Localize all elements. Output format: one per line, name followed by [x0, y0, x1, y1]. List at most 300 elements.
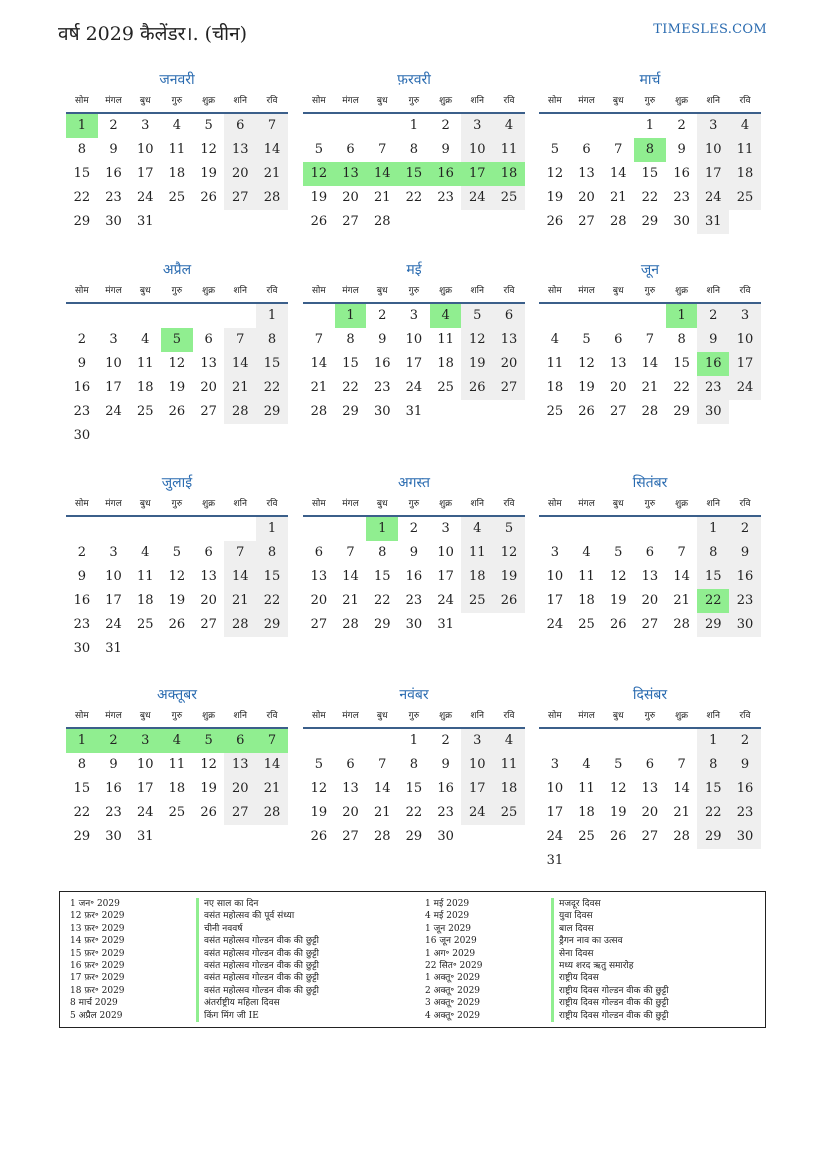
weekend-day: 7 — [224, 328, 256, 352]
weekend-day: 1 — [256, 304, 288, 328]
holiday-date: 22 सित॰ 2029 — [425, 960, 483, 971]
weekend-day: 14 — [224, 352, 256, 376]
weekday-header — [66, 280, 288, 304]
holiday-name: बाल दिवस — [551, 923, 594, 935]
day-cell: 27 — [641, 617, 659, 632]
holiday-date: 16 फ़र॰ 2029 — [70, 960, 125, 971]
day-cell: 15 — [673, 356, 690, 371]
day-cell: 4 — [172, 118, 182, 133]
weekday-label: शनि — [706, 286, 720, 296]
month-name: दिसंबर — [632, 687, 668, 703]
day-cell: 27 — [200, 404, 217, 419]
day-cell: 21 — [373, 190, 391, 205]
weekend-day: 21 — [256, 777, 288, 801]
weekend-day: 30 — [729, 613, 761, 637]
weekend-day: 3 — [461, 729, 493, 753]
day-cell: 13 — [342, 781, 359, 796]
day-cell: 27 — [200, 617, 217, 632]
weekend-day: 25 — [461, 589, 493, 613]
day-cell: 20 — [342, 805, 359, 820]
weekday-header — [539, 90, 761, 114]
weekend-day: 15 — [697, 777, 729, 801]
empty-day — [539, 517, 571, 541]
week-row — [303, 729, 525, 753]
weekday-label: शनि — [470, 499, 484, 509]
week-row — [303, 304, 525, 328]
weekday-label: शुक्र — [675, 711, 689, 721]
weekday-label: सोम — [311, 286, 326, 296]
day-cell: 3 — [441, 521, 450, 536]
weekend-day: 25 — [493, 186, 525, 210]
day-cell: 15 — [342, 356, 359, 371]
day-cell: 29 — [673, 404, 690, 419]
day-cell: 6 — [346, 142, 355, 157]
day-cell: 22 — [405, 805, 423, 820]
weekday-label: बुध — [376, 711, 388, 721]
day-cell: 23 — [673, 190, 690, 205]
week-row — [66, 304, 288, 328]
week-row — [66, 825, 288, 849]
month-calendar — [303, 70, 525, 234]
holiday-name: किंग मिंग जी IE — [196, 1010, 259, 1022]
day-cell: 29 — [342, 404, 359, 419]
day-cell: 3 — [409, 308, 419, 323]
weekend-day: 16 — [729, 777, 761, 801]
site-link[interactable]: TIMESLES.COM — [653, 22, 767, 37]
weekend-day: 10 — [461, 753, 493, 777]
week-row — [539, 517, 761, 541]
day-cell: 26 — [310, 829, 328, 844]
month-name: मार्च — [639, 72, 661, 88]
day-cell: 25 — [136, 617, 154, 632]
week-row — [539, 376, 761, 400]
holiday-date: 13 फ़र॰ 2029 — [70, 923, 125, 934]
day-cell: 9 — [378, 332, 387, 347]
weekend-day: 26 — [461, 376, 493, 400]
weekday-label: सोम — [311, 711, 326, 721]
weekend-day: 22 — [256, 376, 288, 400]
day-cell: 26 — [609, 617, 627, 632]
holiday-day: 18 — [493, 162, 525, 186]
holiday-row — [70, 910, 319, 922]
holiday-row — [425, 935, 669, 947]
day-cell: 25 — [168, 190, 186, 205]
day-cell: 7 — [346, 545, 355, 560]
weekend-day: 11 — [461, 541, 493, 565]
month-calendar — [66, 473, 288, 661]
empty-day — [224, 424, 256, 448]
holiday-row — [70, 960, 319, 972]
holiday-name: राष्ट्रीय दिवस गोल्डन वीक की छुट्टी — [551, 997, 669, 1009]
day-cell: 7 — [614, 142, 623, 157]
weekday-label: शुक्र — [202, 286, 216, 296]
weekend-day: 28 — [224, 613, 256, 637]
day-cell: 20 — [200, 593, 217, 608]
day-cell: 8 — [346, 332, 355, 347]
day-cell: 22 — [405, 190, 423, 205]
empty-day — [430, 400, 462, 424]
weekday-label: रवि — [266, 286, 278, 296]
day-cell: 13 — [310, 569, 328, 584]
empty-day — [697, 849, 729, 873]
holiday-date: 15 फ़र॰ 2029 — [70, 948, 125, 959]
weekend-day: 8 — [256, 328, 288, 352]
weekday-label: रवि — [266, 499, 278, 509]
day-cell: 15 — [73, 166, 91, 181]
day-cell: 18 — [136, 380, 154, 395]
day-cell: 3 — [550, 545, 559, 560]
day-cell: 28 — [342, 617, 359, 632]
day-cell: 12 — [200, 757, 217, 772]
day-cell: 20 — [578, 190, 595, 205]
empty-day — [430, 210, 462, 234]
day-cell: 11 — [437, 332, 454, 347]
week-row — [66, 114, 288, 138]
empty-day — [461, 825, 493, 849]
empty-day — [161, 517, 193, 541]
day-cell: 20 — [641, 593, 659, 608]
empty-day — [193, 424, 225, 448]
holiday-row — [425, 960, 669, 972]
day-cell: 13 — [609, 356, 627, 371]
weekday-label: मंगल — [578, 499, 595, 509]
holiday-day: 3 — [129, 729, 161, 753]
day-cell: 29 — [73, 829, 91, 844]
weekday-label: शनि — [706, 499, 720, 509]
weekday-label: रवि — [503, 711, 515, 721]
empty-day — [129, 304, 161, 328]
weekend-day: 17 — [461, 777, 493, 801]
weekday-label: सोम — [74, 286, 89, 296]
empty-day — [256, 424, 288, 448]
day-cell: 14 — [310, 356, 328, 371]
day-cell: 18 — [168, 781, 186, 796]
day-cell: 20 — [641, 805, 659, 820]
day-cell: 21 — [310, 380, 328, 395]
holiday-date: 1 अक्तू॰ 2029 — [425, 973, 481, 984]
weekend-day: 3 — [461, 114, 493, 138]
weekday-label: गुरु — [644, 96, 656, 106]
week-row — [303, 613, 525, 637]
holiday-day: 5 — [193, 729, 225, 753]
weekend-day: 25 — [729, 186, 761, 210]
weekend-day: 3 — [697, 114, 729, 138]
holiday-date: 1 मई 2029 — [425, 899, 470, 909]
weekend-day: 9 — [729, 753, 761, 777]
empty-day — [224, 304, 256, 328]
weekend-day: 26 — [493, 589, 525, 613]
day-cell: 31 — [105, 641, 122, 656]
month-name: सितंबर — [632, 475, 668, 491]
holiday-date: 3 अक्तू॰ 2029 — [425, 998, 481, 1009]
week-row — [66, 517, 288, 541]
day-cell: 11 — [136, 356, 154, 371]
day-cell: 30 — [73, 428, 91, 443]
week-row — [66, 162, 288, 186]
holiday-date: 14 फ़र॰ 2029 — [70, 936, 125, 947]
holiday-column-left — [70, 898, 319, 1022]
month-calendar — [66, 70, 288, 234]
empty-day — [571, 849, 603, 873]
weekend-day: 12 — [493, 541, 525, 565]
holiday-day: 1 — [366, 517, 398, 541]
day-cell: 27 — [342, 214, 359, 229]
day-cell: 16 — [105, 166, 122, 181]
day-cell: 9 — [677, 142, 686, 157]
week-row — [66, 565, 288, 589]
day-cell: 27 — [342, 829, 359, 844]
day-cell: 3 — [550, 757, 559, 772]
day-cell: 22 — [641, 190, 659, 205]
weekday-label: शुक्र — [202, 499, 216, 509]
weekday-label: रवि — [739, 499, 751, 509]
weekday-label: शनि — [470, 286, 484, 296]
day-cell: 23 — [437, 190, 454, 205]
weekend-day: 4 — [493, 729, 525, 753]
week-row — [303, 328, 525, 352]
day-cell: 17 — [405, 356, 423, 371]
month-calendar — [539, 473, 761, 637]
day-cell: 11 — [578, 569, 595, 584]
empty-day — [571, 304, 603, 328]
week-row — [303, 400, 525, 424]
weekday-label: शनि — [470, 711, 484, 721]
weekday-label: शनि — [706, 711, 720, 721]
holiday-name: सेना दिवस — [551, 948, 593, 960]
holiday-day: 17 — [461, 162, 493, 186]
day-cell: 21 — [373, 805, 391, 820]
week-row — [303, 186, 525, 210]
week-row — [303, 352, 525, 376]
weekday-label: गुरु — [171, 286, 183, 296]
week-row — [539, 729, 761, 753]
holiday-date: 1 अग॰ 2029 — [425, 948, 476, 959]
empty-day — [571, 517, 603, 541]
day-cell: 4 — [141, 332, 150, 347]
weekend-day: 28 — [224, 400, 256, 424]
weekday-label: सोम — [547, 499, 562, 509]
empty-day — [666, 849, 698, 873]
day-cell: 4 — [141, 545, 150, 560]
weekday-label: सोम — [74, 499, 89, 509]
weekend-day: 29 — [697, 613, 729, 637]
weekday-label: शुक्र — [202, 96, 216, 106]
empty-day — [224, 825, 256, 849]
day-cell: 19 — [200, 166, 217, 181]
empty-day — [602, 849, 634, 873]
empty-day — [366, 729, 398, 753]
weekend-day: 28 — [256, 801, 288, 825]
month-calendar — [539, 70, 761, 234]
holiday-row — [425, 898, 669, 910]
week-row — [303, 825, 525, 849]
holiday-day: 4 — [430, 304, 462, 328]
day-cell: 14 — [373, 781, 391, 796]
day-cell: 22 — [673, 380, 690, 395]
holiday-row — [70, 997, 319, 1009]
holiday-day: 8 — [634, 138, 666, 162]
empty-day — [602, 114, 634, 138]
day-cell: 30 — [437, 829, 454, 844]
weekend-day: 1 — [697, 729, 729, 753]
day-cell: 11 — [136, 569, 154, 584]
day-cell: 31 — [405, 404, 423, 419]
empty-day — [571, 729, 603, 753]
empty-day — [161, 304, 193, 328]
week-row — [66, 801, 288, 825]
weekday-label: शनि — [706, 96, 720, 106]
day-cell: 14 — [342, 569, 359, 584]
weekday-label: मंगल — [342, 499, 359, 509]
weekday-label: मंगल — [105, 499, 122, 509]
weekday-label: मंगल — [578, 286, 595, 296]
weekend-day: 7 — [256, 114, 288, 138]
weekend-day: 15 — [256, 352, 288, 376]
day-cell: 28 — [673, 829, 690, 844]
weekday-label: मंगल — [578, 711, 595, 721]
day-cell: 25 — [437, 380, 454, 395]
empty-day — [335, 729, 367, 753]
day-cell: 13 — [200, 356, 217, 371]
day-cell: 16 — [405, 569, 423, 584]
week-row — [303, 753, 525, 777]
day-cell: 15 — [73, 781, 91, 796]
weekend-day: 29 — [697, 825, 729, 849]
empty-day — [602, 304, 634, 328]
day-cell: 30 — [373, 404, 391, 419]
day-cell: 18 — [546, 380, 564, 395]
weekend-day: 4 — [729, 114, 761, 138]
empty-day — [335, 114, 367, 138]
holiday-day: 13 — [335, 162, 367, 186]
weekend-day: 23 — [729, 801, 761, 825]
week-row — [539, 589, 761, 613]
month-calendar — [539, 685, 761, 873]
day-cell: 24 — [105, 617, 122, 632]
day-cell: 6 — [204, 545, 213, 560]
day-cell: 3 — [141, 118, 150, 133]
day-cell: 28 — [373, 829, 391, 844]
weekend-day: 11 — [493, 138, 525, 162]
holiday-row — [425, 923, 669, 935]
day-cell: 7 — [378, 142, 387, 157]
month-name: नवंबर — [399, 687, 429, 703]
weekday-label: बुध — [612, 286, 624, 296]
holiday-date: 12 फ़र॰ 2029 — [70, 911, 125, 922]
weekday-label: गुरु — [408, 286, 420, 296]
day-cell: 16 — [673, 166, 690, 181]
weekend-day: 21 — [224, 589, 256, 613]
holiday-date: 2 अक्तू॰ 2029 — [425, 985, 481, 996]
day-cell: 26 — [168, 404, 186, 419]
weekday-label: मंगल — [578, 96, 595, 106]
holiday-name: अंतर्राष्ट्रीय महिला दिवस — [196, 997, 280, 1009]
day-cell: 30 — [105, 214, 122, 229]
weekend-day: 8 — [256, 541, 288, 565]
empty-day — [461, 400, 493, 424]
weekend-day: 18 — [729, 162, 761, 186]
weekend-day: 2 — [697, 304, 729, 328]
holiday-day: 5 — [161, 328, 193, 352]
day-cell: 10 — [105, 356, 122, 371]
day-cell: 28 — [373, 214, 391, 229]
day-cell: 28 — [609, 214, 627, 229]
day-cell: 20 — [609, 380, 627, 395]
holiday-day: 12 — [303, 162, 335, 186]
day-cell: 25 — [578, 617, 595, 632]
empty-day — [224, 517, 256, 541]
day-cell: 23 — [105, 805, 122, 820]
day-cell: 16 — [373, 356, 391, 371]
week-row — [539, 801, 761, 825]
empty-day — [493, 825, 525, 849]
weekday-header — [66, 705, 288, 729]
day-cell: 30 — [405, 617, 423, 632]
holiday-name: वसंत महोत्सव गोल्डन वीक की छुट्टी — [196, 985, 319, 997]
weekday-label: रवि — [503, 286, 515, 296]
weekday-label: शनि — [233, 96, 247, 106]
weekday-header — [303, 493, 525, 517]
holiday-day: 1 — [666, 304, 698, 328]
day-cell: 14 — [641, 356, 659, 371]
day-cell: 5 — [614, 545, 623, 560]
holiday-date: 4 अक्तू॰ 2029 — [425, 1010, 481, 1021]
page-title: वर्ष 2029 कैलेंडर।. (चीन) — [58, 23, 248, 45]
empty-day — [193, 517, 225, 541]
weekend-day: 16 — [729, 565, 761, 589]
day-cell: 4 — [550, 332, 559, 347]
holiday-row — [70, 972, 319, 984]
holiday-column-right — [425, 898, 669, 1022]
holiday-row — [70, 898, 319, 910]
empty-day — [729, 210, 761, 234]
day-cell: 9 — [77, 356, 86, 371]
holiday-name: वसंत महोत्सव गोल्डन वीक की छुट्टी — [196, 935, 319, 947]
day-cell: 23 — [373, 380, 391, 395]
day-cell: 29 — [373, 617, 391, 632]
day-cell: 7 — [314, 332, 323, 347]
weekend-day: 6 — [224, 114, 256, 138]
holiday-date: 5 अप्रैल 2029 — [70, 1010, 123, 1021]
weekday-label: रवि — [503, 499, 515, 509]
day-cell: 20 — [310, 593, 328, 608]
weekday-header — [303, 90, 525, 114]
weekday-label: रवि — [503, 96, 515, 106]
day-cell: 19 — [200, 781, 217, 796]
empty-day — [666, 729, 698, 753]
day-cell: 1 — [645, 118, 655, 133]
holiday-name: वसंत महोत्सव गोल्डन वीक की छुट्टी — [196, 948, 319, 960]
empty-day — [303, 517, 335, 541]
empty-day — [398, 210, 430, 234]
month-calendar — [66, 260, 288, 448]
holiday-name: वसंत महोत्सव की पूर्व संध्या — [196, 910, 294, 922]
day-cell: 10 — [405, 332, 423, 347]
weekday-label: सोम — [311, 96, 326, 106]
week-row — [303, 777, 525, 801]
weekday-label: बुध — [376, 499, 388, 509]
weekend-day: 9 — [729, 541, 761, 565]
month-calendar — [303, 685, 525, 849]
weekend-day: 14 — [256, 138, 288, 162]
holiday-row — [425, 1010, 669, 1022]
day-cell: 23 — [405, 593, 423, 608]
day-cell: 13 — [641, 569, 659, 584]
day-cell: 1 — [409, 118, 419, 133]
day-cell: 24 — [405, 380, 423, 395]
weekend-day: 14 — [224, 565, 256, 589]
weekday-label: मंगल — [342, 96, 359, 106]
